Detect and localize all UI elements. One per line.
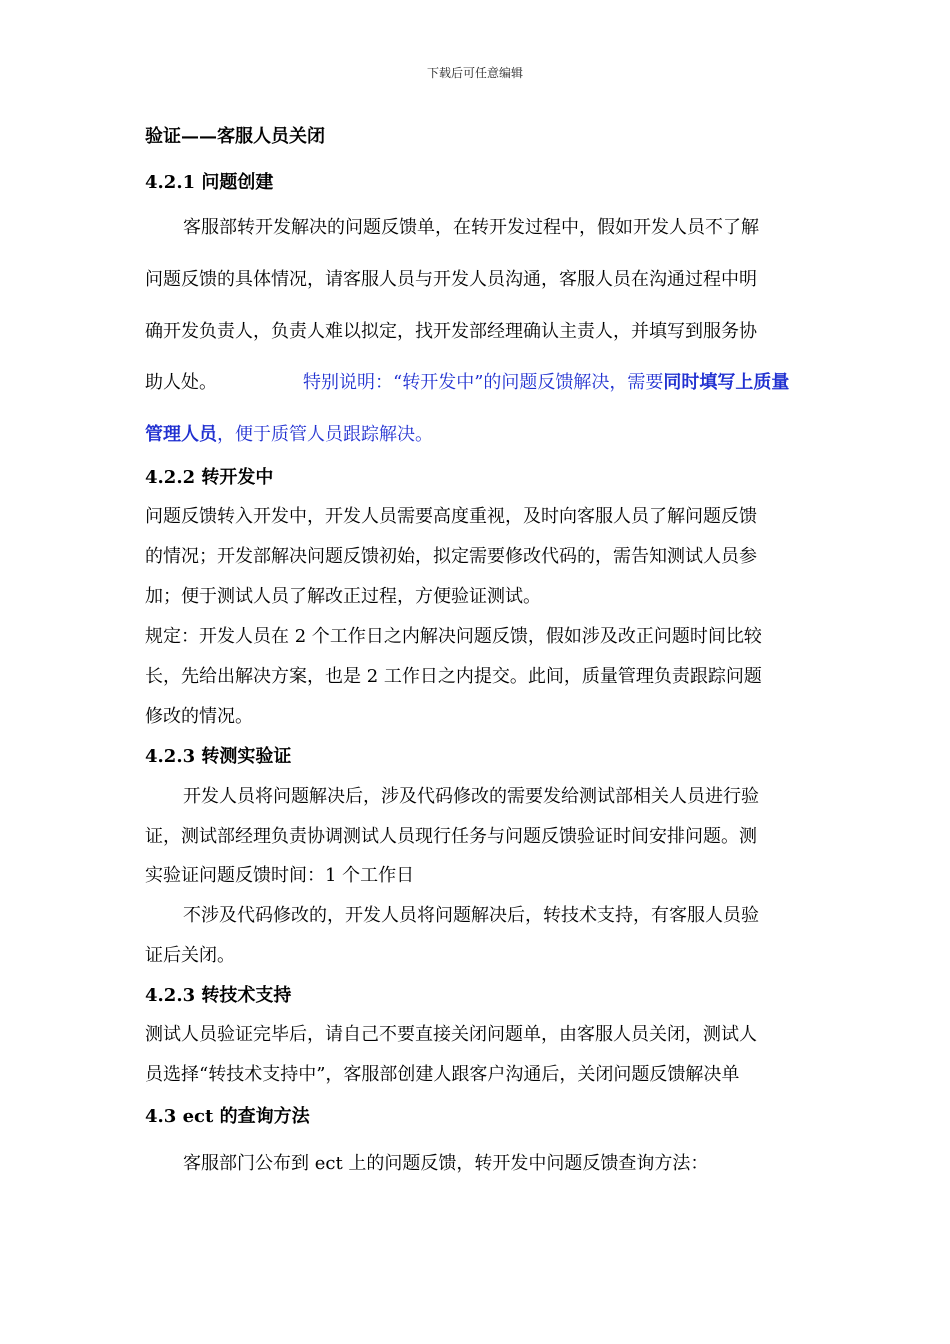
- paragraph-line: 员选择“转技术支持中”，客服部创建人跟客户沟通后，关闭问题反馈解决单: [145, 1064, 740, 1085]
- paragraph-line: 确开发负责人，负责人难以拟定，找开发部经理确认主责人，并填写到服务协: [145, 321, 757, 342]
- heading-4-3: 4.3 ect 的查询方法: [145, 1106, 310, 1127]
- paragraph-line: 测试人员验证完毕后，请自己不要直接关闭问题单，由客服人员关闭，测试人: [145, 1024, 757, 1045]
- paragraph-line: 问题反馈的具体情况，请客服人员与开发人员沟通，客服人员在沟通过程中明: [145, 269, 757, 290]
- paragraph-line: 长，先给出解决方案，也是 2 工作日之内提交。此间，质量管理负责跟踪问题: [145, 666, 762, 687]
- special-note: 特别说明：“转开发中”的问题反馈解决，需要: [303, 372, 664, 393]
- special-note-emphasis: 同时填写上质量: [663, 372, 790, 393]
- paragraph-line: 证后关闭。: [145, 945, 235, 966]
- page-header: 下载后可任意编辑: [426, 66, 523, 80]
- paragraph-line: 证，测试部经理负责协调测试人员现行任务与问题反馈验证时间安排问题。测: [145, 826, 757, 847]
- special-note: ，便于质管人员跟踪解决。: [217, 424, 433, 445]
- section-title: 验证——客服人员关闭: [145, 126, 325, 147]
- heading-4-2-1: 4.2.1 问题创建: [145, 172, 274, 193]
- paragraph-line: 修改的情况。: [145, 706, 253, 727]
- paragraph-line: 客服部转开发解决的问题反馈单，在转开发过程中，假如开发人员不了解: [183, 217, 759, 238]
- heading-4-2-2: 4.2.2 转开发中: [145, 467, 274, 488]
- paragraph-line: 不涉及代码修改的，开发人员将问题解决后，转技术支持，有客服人员验: [183, 905, 759, 926]
- special-note-emphasis: 管理人员: [145, 424, 217, 445]
- heading-4-2-3: 4.2.3 转测实验证: [145, 746, 292, 767]
- paragraph-line: [145, 371, 789, 395]
- paragraph-line: 规定：开发人员在 2 个工作日之内解决问题反馈，假如涉及改正问题时间比较: [145, 626, 762, 647]
- paragraph-line: 客服部门公布到 ect 上的问题反馈，转开发中问题反馈查询方法：: [183, 1153, 709, 1174]
- paragraph-text: 助人处。: [145, 372, 217, 393]
- paragraph-line: 问题反馈转入开发中，开发人员需要高度重视，及时向客服人员了解问题反馈: [145, 506, 757, 527]
- heading-4-2-3-support: 4.2.3 转技术支持: [145, 985, 292, 1006]
- paragraph-line: [145, 423, 433, 447]
- paragraph-line: 的情况；开发部解决问题反馈初始，拟定需要修改代码的，需告知测试人员参: [145, 546, 757, 567]
- paragraph-line: 开发人员将问题解决后，涉及代码修改的需要发给测试部相关人员进行验: [183, 786, 759, 807]
- paragraph-line: 加；便于测试人员了解改正过程，方便验证测试。: [145, 586, 541, 607]
- paragraph-line: 实验证问题反馈时间：1 个工作日: [145, 865, 415, 886]
